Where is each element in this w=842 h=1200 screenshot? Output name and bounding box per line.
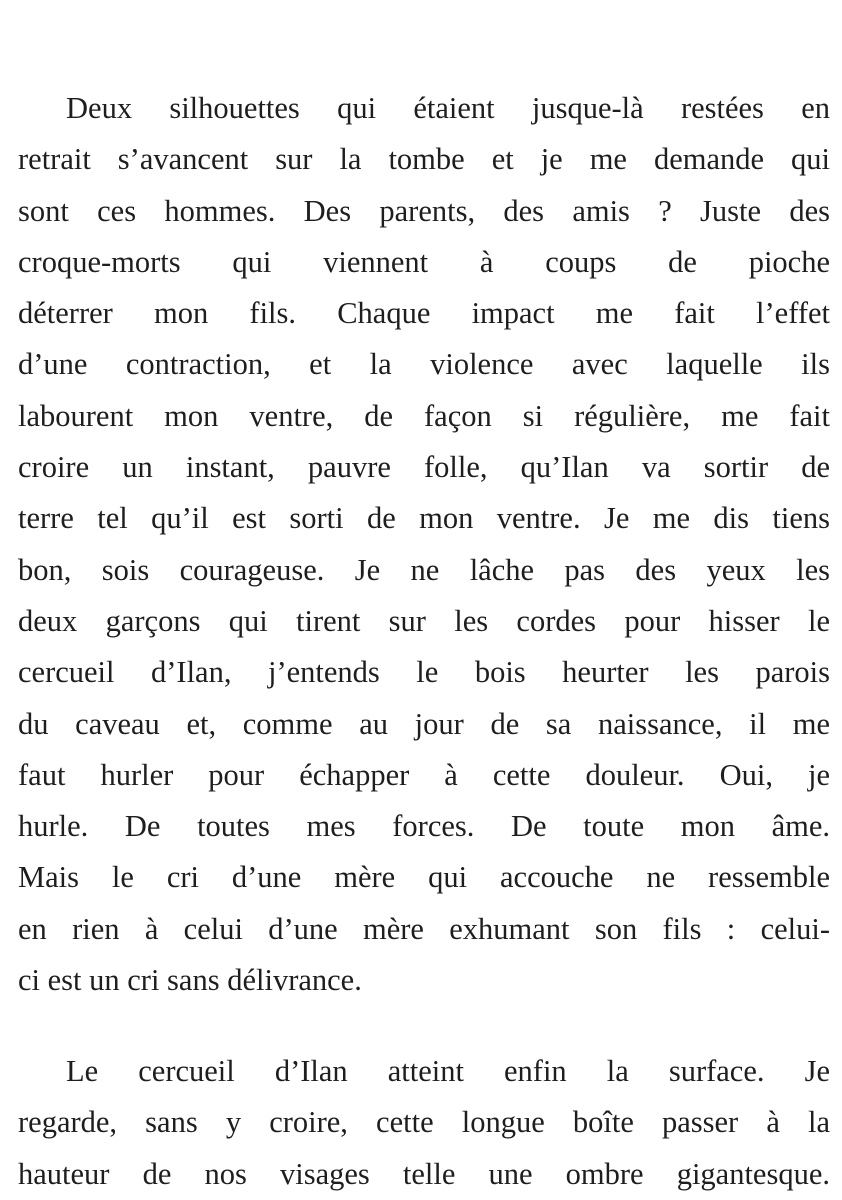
text-line: en rien à celui d’une mère exhumant son fils : celui-: [18, 911, 830, 946]
text-line: sont ces hommes. Des parents, des amis ? Juste des: [18, 193, 830, 228]
text-line: hurle. De toutes mes forces. De toute mon âme.: [18, 809, 830, 844]
text-line: terre tel qu’il est sorti de mon ventre. Je me dis tiens: [18, 501, 830, 536]
text-line: cercueil d’Ilan, j’entends le bois heurter les parois: [18, 655, 830, 690]
text-line: deux garçons qui tirent sur les cordes pour hisser le: [18, 603, 830, 638]
text-line: ci est un cri sans délivrance.: [18, 963, 362, 998]
text-line: croque-morts qui viennent à coups de pioche: [18, 244, 830, 279]
text-line: Mais le cri d’une mère qui accouche ne ressemble: [18, 860, 830, 895]
text-line: du caveau et, comme au jour de sa naissance, il me: [18, 706, 830, 741]
text-line: faut hurler pour échapper à cette douleur. Oui, je: [18, 757, 830, 792]
text-line: déterrer mon fils. Chaque impact me fait l’effet: [18, 296, 830, 331]
text-line: croire un instant, pauvre folle, qu’Ilan va sortir de: [18, 450, 830, 485]
text-line: retrait s’avancent sur la tombe et je me demande qui: [18, 142, 830, 177]
text-line: regarde, sans y croire, cette longue boîte passer à la: [18, 1105, 830, 1140]
text-line: Deux silhouettes qui étaient jusque-là restées en: [66, 91, 830, 125]
text-line: Le cercueil d’Ilan atteint enfin la surface. Je: [66, 1054, 830, 1088]
text-line: d’une contraction, et la violence avec laquelle ils: [18, 347, 830, 382]
text-line: hauteur de nos visages telle une ombre gigantesque.: [18, 1156, 830, 1191]
text-line: labourent mon ventre, de façon si régulière, me fait: [18, 398, 830, 433]
paragraph-2: [18, 1046, 830, 1200]
paragraph-1: [18, 83, 830, 1006]
text-line: bon, sois courageuse. Je ne lâche pas des yeux les: [18, 552, 830, 587]
